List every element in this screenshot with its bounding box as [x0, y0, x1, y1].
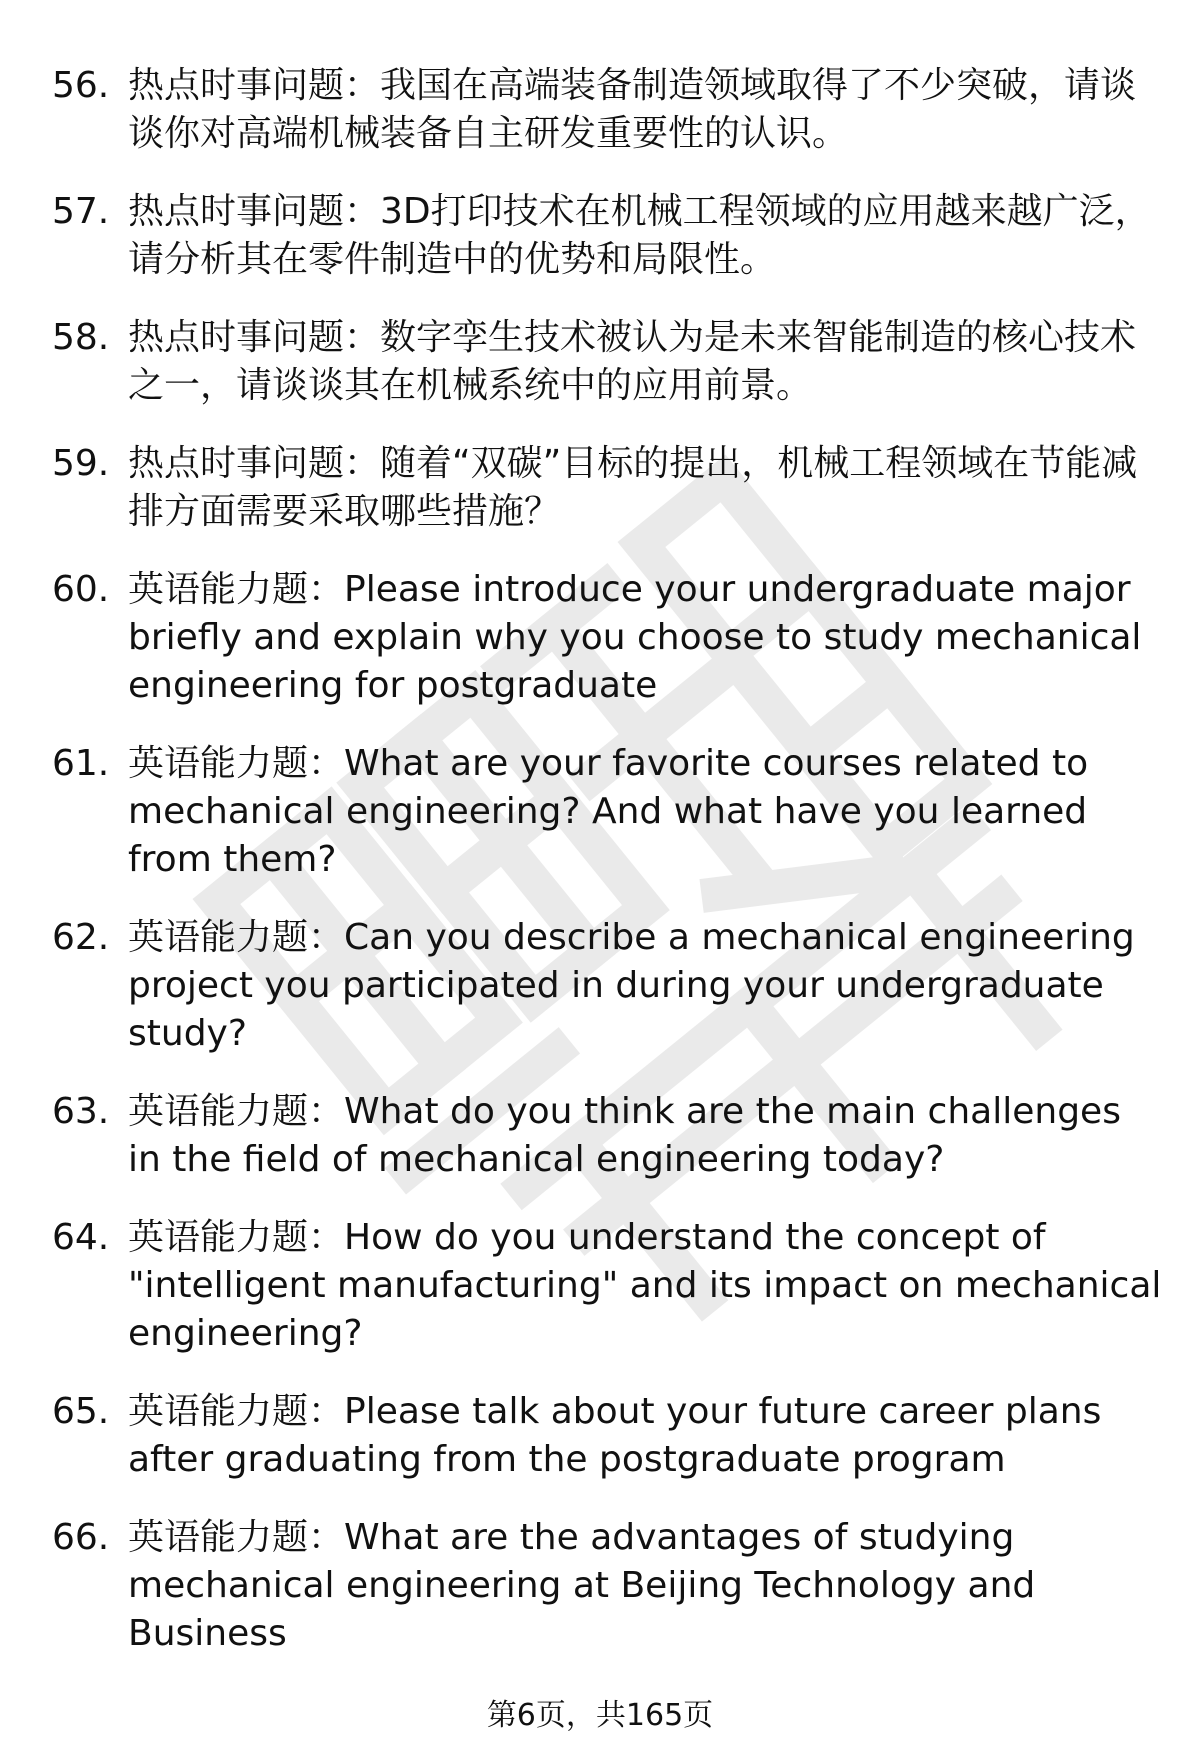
question-number: 57.: [52, 191, 110, 232]
question-number: 59.: [52, 443, 110, 484]
question-item-66: [52, 1514, 1162, 1658]
question-item-62: [52, 914, 1162, 1058]
question-item-59: [52, 440, 1162, 536]
question-number: 64.: [52, 1217, 110, 1258]
question-text: 英语能力题：What are the advantages of studying mechanical engineering at Beijing Technology and Business: [128, 1517, 1036, 1654]
question-item-56: [52, 62, 1162, 158]
page-footer: 第6页，共165页: [486, 1698, 714, 1733]
question-item-63: [52, 1088, 1162, 1184]
question-list: [52, 62, 1162, 1688]
question-text: 英语能力题：Please talk about your future career plans after graduating from the postgraduate program: [128, 1391, 1102, 1480]
question-item-58: [52, 314, 1162, 410]
question-text: 英语能力题：Please introduce your undergraduate major briefly and explain why you choose to study mechanical engineering for postgraduate: [128, 569, 1142, 706]
question-item-61: [52, 740, 1162, 884]
question-item-57: [52, 188, 1162, 284]
question-text: 英语能力题：Can you describe a mechanical engineering project you participated in during your undergraduate study?: [128, 917, 1135, 1054]
question-number: 62.: [52, 917, 110, 958]
question-text: 英语能力题：How do you understand the concept of "intelligent manufacturing" and its impact on mechanical engineering?: [128, 1217, 1162, 1354]
question-number: 56.: [52, 65, 110, 106]
question-text: 热点时事问题：我国在高端装备制造领域取得了不少突破，请谈谈你对高端机械装备自主研发重要性的认识。: [128, 65, 1137, 154]
question-number: 61.: [52, 743, 110, 784]
question-number: 66.: [52, 1517, 110, 1558]
question-number: 65.: [52, 1391, 110, 1432]
question-text: 热点时事问题：数字孪生技术被认为是未来智能制造的核心技术之一，请谈谈其在机械系统中的应用前景。: [128, 317, 1137, 406]
question-number: 60.: [52, 569, 110, 610]
question-item-64: [52, 1214, 1162, 1358]
question-text: 英语能力题：What are your favorite courses related to mechanical engineering? And what have you learned from them?: [128, 743, 1089, 880]
question-number: 58.: [52, 317, 110, 358]
question-item-60: [52, 566, 1162, 710]
question-text: 热点时事问题：3D打印技术在机械工程领域的应用越来越广泛，请分析其在零件制造中的优势和局限性。: [128, 191, 1151, 280]
question-number: 63.: [52, 1091, 110, 1132]
question-text: 热点时事问题：随着“双碳”目标的提出，机械工程领域在节能减排方面需要采取哪些措施？: [128, 443, 1138, 532]
question-text: 英语能力题：What do you think are the main challenges in the field of mechanical engineering today?: [128, 1091, 1121, 1180]
question-item-65: [52, 1388, 1162, 1484]
